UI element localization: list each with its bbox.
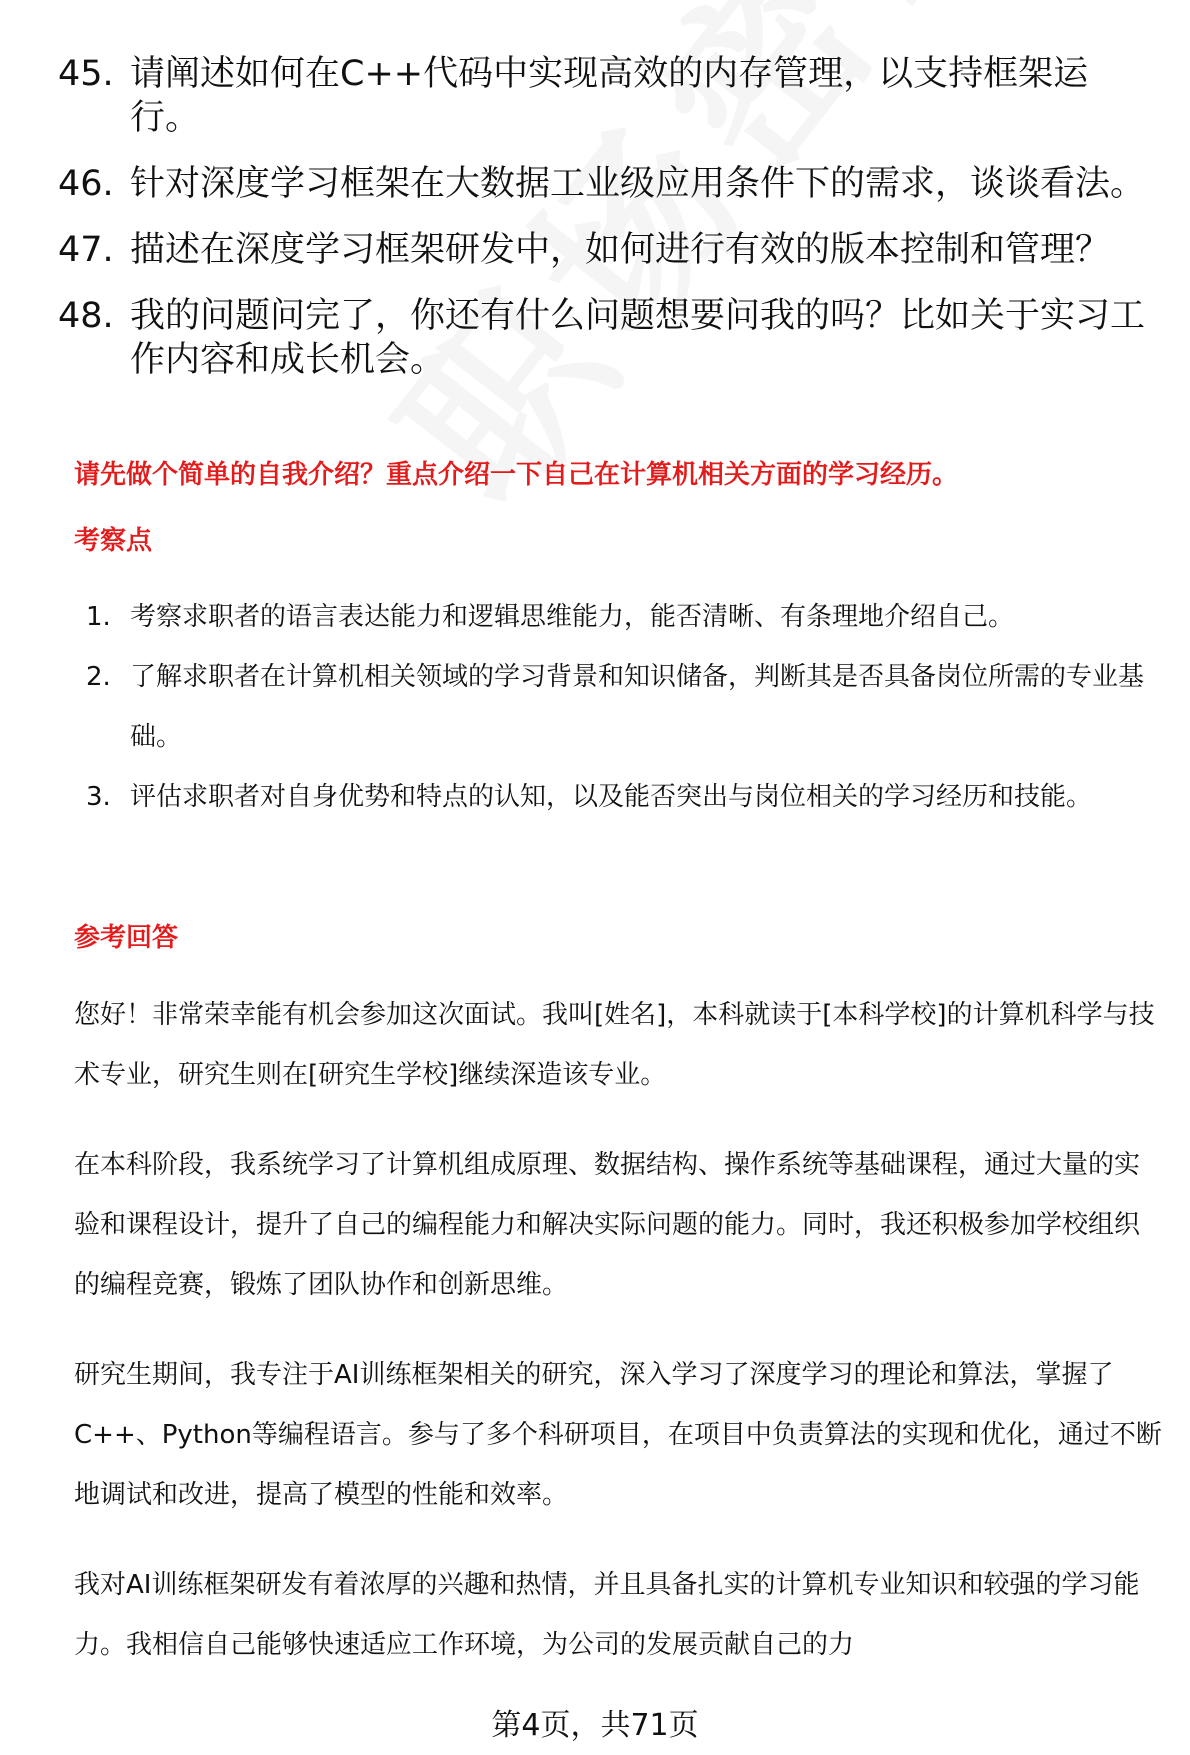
focus-point-text: 评估求职者对自身优势和特点的认知，以及能否突出与岗位相关的学习经历和技能。 (130, 782, 1093, 812)
question-number: 46. (58, 164, 114, 204)
section-title: 请先做个简单的自我介绍？重点介绍一下自己在计算机相关方面的学习经历。 (74, 460, 959, 490)
question-text: 我的问题问完了，你还有什么问题想要问我的吗？比如关于实习工作内容和成长机会。 (130, 296, 1146, 380)
focus-point (86, 587, 1156, 647)
page-footer: 第4页，共71页 (491, 1708, 699, 1743)
focus-point-text: 了解求职者在计算机相关领域的学习背景和知识储备，判断其是否具备岗位所需的专业基础。 (130, 662, 1145, 752)
question-number: 48. (58, 296, 114, 336)
question-item (58, 52, 1148, 140)
focus-heading: 考察点 (74, 526, 153, 556)
question-item (58, 294, 1148, 382)
question-text: 描述在深度学习框架研发中，如何进行有效的版本控制和管理？ (130, 230, 1111, 270)
answer-heading: 参考回答 (74, 923, 179, 953)
focus-point-number: 3. (86, 782, 111, 812)
focus-point (86, 647, 1156, 767)
question-text: 请阐述如何在C++代码中实现高效的内存管理，以支持框架运行。 (130, 54, 1089, 138)
focus-point (86, 767, 1156, 827)
question-list (58, 52, 1148, 404)
focus-point-number: 2. (86, 662, 111, 692)
focus-point-text: 考察求职者的语言表达能力和逻辑思维能力，能否清晰、有条理地介绍自己。 (130, 602, 1015, 632)
question-item (58, 228, 1148, 272)
question-number: 45. (58, 54, 114, 94)
answer-paragraph: 我对AI训练框架研发有着浓厚的兴趣和热情，并且具备扎实的计算机专业知识和较强的学习能力。我相信自己能够快速适应工作环境，为公司的发展贡献自己的力 (74, 1570, 1140, 1660)
question-item (58, 162, 1148, 206)
answer-paragraph: 在本科阶段，我系统学习了计算机组成原理、数据结构、操作系统等基础课程，通过大量的实验和课程设计，提升了自己的编程能力和解决实际问题的能力。同时，我还积极参加学校组织的编程竞赛，锻炼了团队协作和创新思维。 (74, 1150, 1141, 1300)
focus-point-number: 1. (86, 602, 111, 632)
answer-paragraph: 您好！非常荣幸能有机会参加这次面试。我叫[姓名]，本科就读于[本科学校]的计算机科学与技术专业，研究生则在[研究生学校]继续深造该专业。 (74, 1000, 1155, 1090)
answer-paragraph: 研究生期间，我专注于AI训练框架相关的研究，深入学习了深度学习的理论和算法，掌握了C++、Python等编程语言。参与了多个科研项目，在项目中负责算法的实现和优化，通过不断地调试和改进，提高了模型的性能和效率。 (74, 1360, 1162, 1510)
question-text: 针对深度学习框架在大数据工业级应用条件下的需求，谈谈看法。 (130, 164, 1146, 204)
focus-points-list (86, 587, 1156, 827)
question-number: 47. (58, 230, 114, 270)
